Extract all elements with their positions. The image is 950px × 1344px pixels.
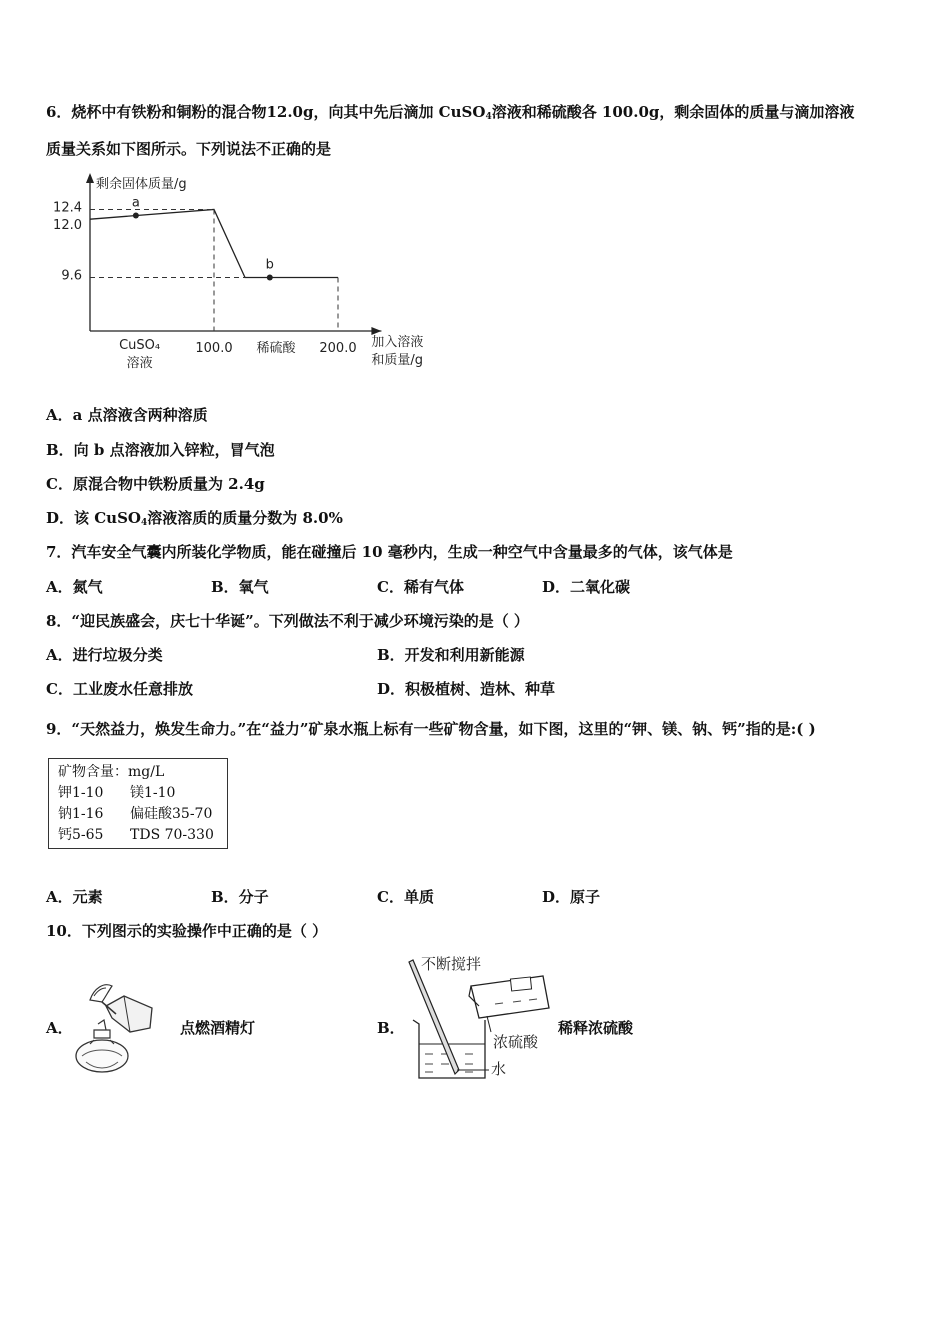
y-tick-label: 12.4 — [53, 200, 82, 216]
flame-icon — [90, 985, 112, 1002]
q8-stem: 8．“迎民族盛会，庆七十华诞”。下列做法不利于减少环境污染的是（ ） — [46, 612, 529, 630]
q8-option-c[interactable]: C．工业废水任意排放 — [46, 680, 193, 698]
q6-stem-subscript: 4 — [485, 112, 492, 122]
stirring-rod-icon — [409, 960, 459, 1074]
q6-option-a[interactable]: A．a 点溶液含两种溶质 — [46, 406, 208, 424]
x-category-label: CuSO₄ — [119, 338, 161, 353]
q9-stem: 9．“天然益力，焕发生命力。”在“益力”矿泉水瓶上标有一些矿物含量，如下图，这里的“钾、镁、钠、钙”指的是:( ) — [46, 720, 816, 738]
y-axis-arrow — [86, 173, 94, 183]
mineral-row — [58, 825, 218, 846]
dilute-acid-figure — [395, 952, 560, 1082]
y-tick-label: 12.0 — [53, 218, 82, 234]
acid-label: 浓硫酸 — [493, 1033, 539, 1051]
y-axis-label: 剩余固体质量/g — [96, 177, 187, 192]
lamp-cap-icon — [94, 1030, 110, 1038]
q6-option-b[interactable]: B．向 b 点溶液加入锌粒，冒气泡 — [46, 441, 275, 459]
q10-option-a-letter[interactable]: A． — [46, 1019, 73, 1037]
mineral-cell: 钾1-10 — [58, 785, 104, 801]
leader-line — [487, 1016, 491, 1032]
x-tick-label: 200.0 — [319, 341, 357, 356]
q7-stem: 7．汽车安全气囊内所装化学物质，能在碰撞后 10 毫秒内，生成一种空气中含量最多的气体，该气体是 — [46, 543, 733, 561]
mineral-cell: TDS 70-330 — [130, 827, 214, 843]
stir-label: 不断搅拌 — [421, 955, 482, 973]
q6-option-d-text-b: 溶液溶质的质量分数为 8.0% — [147, 509, 343, 527]
q9-option-c[interactable]: C．单质 — [377, 888, 434, 906]
y-tick-label: 9.6 — [61, 268, 82, 284]
q10-option-b-caption[interactable]: 稀释浓硫酸 — [558, 1019, 634, 1037]
q7-option-b[interactable]: B．氧气 — [211, 578, 269, 596]
mineral-cell: 钠1-16 — [58, 806, 104, 822]
lamp-body-icon — [76, 1040, 128, 1072]
x-axis-label: 加入溶液 — [371, 335, 424, 350]
q9-option-b[interactable]: B．分子 — [211, 888, 269, 906]
water-label: 水 — [491, 1060, 507, 1078]
q8-option-b[interactable]: B．开发和利用新能源 — [377, 646, 525, 664]
q6-option-d[interactable] — [46, 508, 343, 533]
point-label-b: b — [265, 257, 274, 273]
mass-chart — [40, 168, 440, 378]
mineral-cell: 钙5-65 — [58, 827, 104, 843]
q10-stem: 10．下列图示的实验操作中正确的是（ ） — [46, 922, 328, 940]
q8-option-a[interactable]: A．进行垃圾分类 — [46, 646, 163, 664]
x-category-label: 稀硫酸 — [256, 341, 296, 356]
q8-option-d[interactable]: D．积极植树、造林、种草 — [377, 680, 556, 698]
mineral-row — [58, 783, 218, 804]
lamp-wick-icon — [98, 1020, 106, 1030]
acid-bottle-icon — [471, 976, 549, 1018]
q6-option-d-text-a: D．该 CuSO — [46, 509, 141, 527]
x-axis-arrow — [371, 327, 381, 335]
x-tick-label: 100.0 — [195, 341, 233, 356]
q6-stem-line2: 质量关系如下图所示。下列说法不正确的是 — [46, 140, 332, 158]
mineral-row — [58, 804, 218, 825]
q6-option-c[interactable]: C．原混合物中铁粉质量为 2.4g — [46, 475, 265, 493]
point-label-a: a — [131, 195, 140, 211]
q6-option-d-subscript: 4 — [140, 518, 148, 528]
mineral-content-box — [48, 758, 228, 849]
point-a — [133, 213, 139, 219]
q9-option-a[interactable]: A．元素 — [46, 888, 103, 906]
q6-stem-text-b: 溶液和稀硫酸各 100.0g，剩余固体的质量与滴加溶液 — [491, 103, 855, 121]
point-b — [267, 275, 273, 281]
mineral-cell: 偏硅酸35-70 — [130, 806, 213, 822]
q10-option-a-caption[interactable]: 点燃酒精灯 — [180, 1019, 256, 1037]
mineral-box-title: 矿物含量：mg/L — [58, 764, 165, 780]
x-category-label: 溶液 — [126, 356, 153, 371]
q7-option-d[interactable]: D．二氧化碳 — [542, 578, 631, 596]
mineral-cell: 镁1-10 — [130, 785, 176, 801]
q10-option-b-letter[interactable]: B． — [377, 1019, 405, 1037]
q7-option-c[interactable]: C．稀有气体 — [377, 578, 464, 596]
q6-stem-text-a: 6．烧杯中有铁粉和铜粉的混合物12.0g，向其中先后滴加 CuSO — [46, 103, 486, 121]
bottle-label-icon — [510, 977, 531, 991]
q6-stem-line1 — [46, 102, 854, 127]
q7-option-a[interactable]: A．氮气 — [46, 578, 103, 596]
q9-option-d[interactable]: D．原子 — [542, 888, 601, 906]
x-axis-label: 和质量/g — [371, 353, 424, 368]
alcohol-lamp-figure — [72, 978, 162, 1078]
